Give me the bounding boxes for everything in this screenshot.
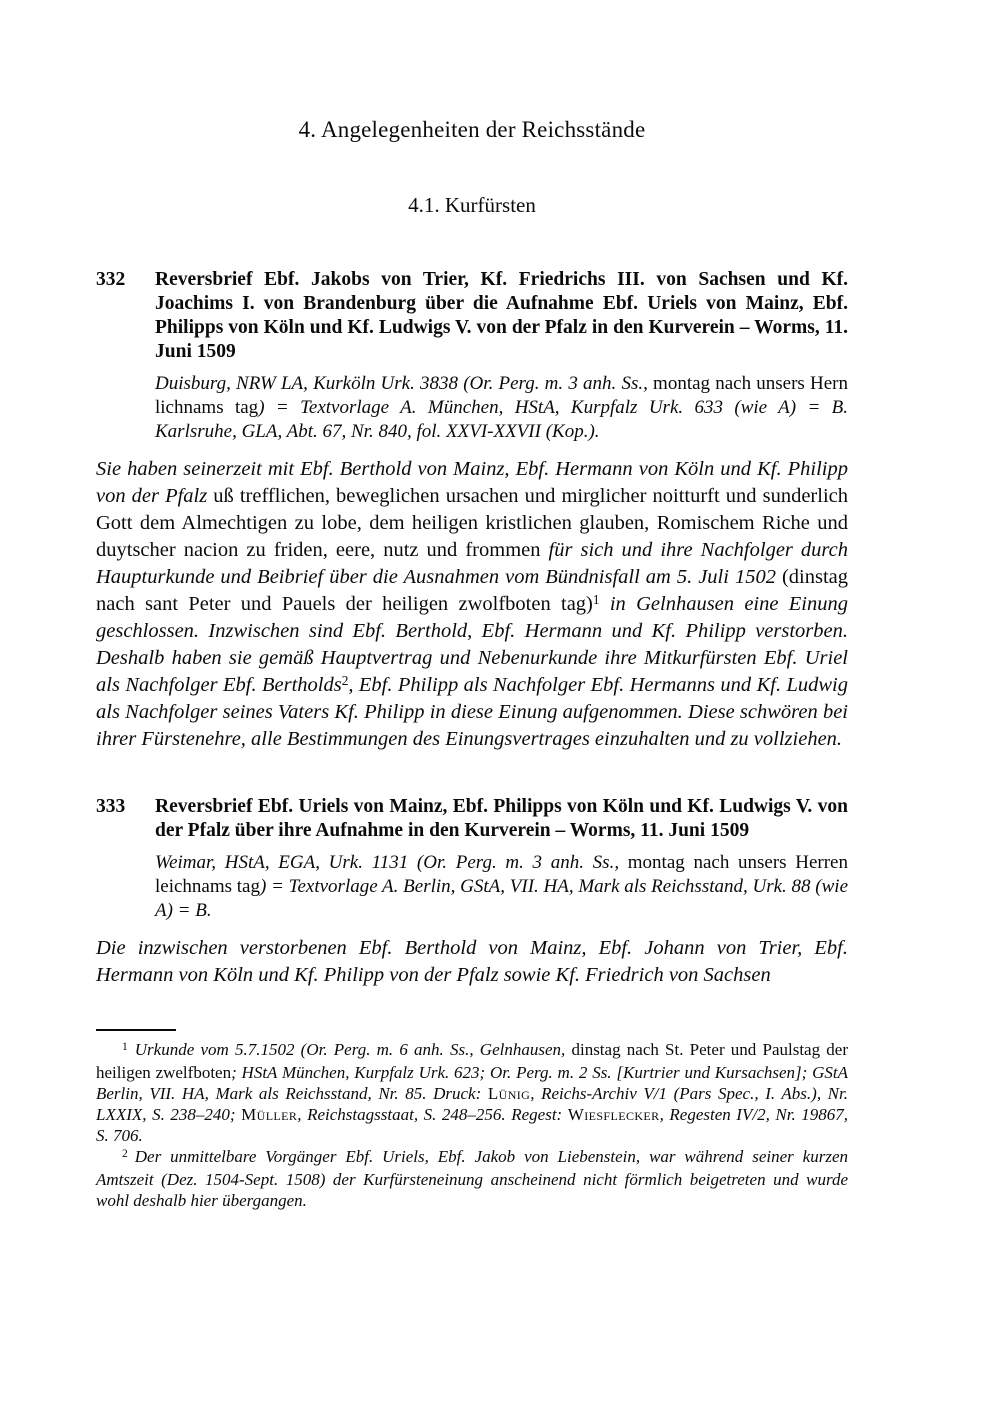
entry-title: Reversbrief Ebf. Uriels von Mainz, Ebf. Philipps von Köln und Kf. Ludwigs V. von der Pfalz über ihre Aufnahme in den Kurverein – Worms, 11. Juni 1509 [155, 796, 848, 841]
entry-summary: Sie haben seinerzeit mit Ebf. Berthold von Mainz, Ebf. Hermann von Köln und Kf. Philipp von der Pfalz uß trefflichen, beweglichen ursachen und mirglicher noitturft und sunderlich Gott dem Almechtigen zu lobe, dem heiligen kristlichen glauben, Romischem Riche und duytscher nacion zu friden, eere, nutz und frommen für sich und ihre Nachfolger durch Haupturkunde und Beibrief über die Ausnahmen vom Bündnisfall am 5. Juli 1502 (dinstag nach sant Peter und Pauels der heiligen zwolfboten tag)$^1$ in Gelnhausen eine Einung geschlossen. Inzwischen sind Ebf. Berthold, Ebf. Hermann und Kf. Philipp verstorben. Deshalb haben sie gemäß Hauptvertrag und Nebenurkunde ihre Mitkurfürsten Ebf. Uriel als Nachfolger Ebf. Bertholds$^2$, Ebf. Philipp als Nachfolger Ebf. Hermanns und Kf. Ludwig als Nachfolger seines Vaters Kf. Philipp in diese Einung aufgenommen. Diese schwören bei ihrer Fürstenehre, alle Bestimmungen des Einungsvertrages einzuhalten und zu vollziehen. [96, 458, 848, 750]
entry-title: Reversbrief Ebf. Jakobs von Trier, Kf. Friedrichs III. von Sachsen und Kf. Joachims I. von Brandenburg über die Aufnahme Ebf. Uriels von Mainz, Ebf. Philipps von Köln und Kf. Ludwigs V. von der Pfalz in den Kurverein – Worms, 11. Juni 1509 [155, 269, 848, 362]
footnote-separator-rule [96, 1029, 176, 1031]
entry-333-head [96, 795, 848, 843]
section-heading: 4. Angelegenheiten der Reichsstände [298, 117, 646, 142]
footnote-1-marker: 1 [122, 1039, 128, 1053]
footnote-1 [96, 1039, 848, 1146]
footnote-2-text: Der unmittelbare Vorgänger Ebf. Uriels, Ebf. Jakob von Liebenstein, war während seiner kurzen Amtszeit (Dez. 1504-Sept. 1508) der Kurfürsteneinung anscheinend nicht förmlich beigetreten und wurde wohl deshalb hier übergangen. [96, 1147, 848, 1210]
entry-number: 333 [96, 796, 126, 817]
entry-332 [96, 268, 848, 753]
footnote-2-marker: 2 [122, 1146, 128, 1160]
entry-332-head [96, 268, 848, 364]
entry-source-reference: Weimar, HStA, EGA, Urk. 1131 (Or. Perg. m. 3 anh. Ss., montag nach unsers Herren leichnams tag) = Textvorlage A. Berlin, GStA, VII. HA, Mark als Reichsstand, Urk. 88 (wie A) = B. [155, 852, 849, 921]
entry-333 [96, 795, 848, 989]
entry-source-reference: Duisburg, NRW LA, Kurköln Urk. 3838 (Or. Perg. m. 3 anh. Ss., montag nach unsers Hern lichnams tag) = Textvorlage A. München, HStA, Kurpfalz Urk. 633 (wie A) = B. Karlsruhe, GLA, Abt. 67, Nr. 840, fol. XXVI-XXVII (Kop.). [155, 373, 848, 442]
footnotes-section [96, 1029, 848, 1211]
footnote-2 [96, 1146, 848, 1211]
subsection-heading: 4.1. Kurfürsten [408, 193, 536, 217]
entry-number: 332 [96, 269, 126, 290]
text-block [96, 0, 848, 1211]
entry-summary: Die inzwischen verstorbenen Ebf. Berthold von Mainz, Ebf. Johann von Trier, Ebf. Hermann von Köln und Kf. Philipp von der Pfalz sowie Kf. Friedrich von Sachsen [96, 937, 848, 986]
footnote-1-text: Urkunde vom 5.7.1502 (Or. Perg. m. 6 anh. Ss., Gelnhausen, dinstag nach St. Peter und Paulstag der heiligen zwelfboten; HStA München, Kurpfalz Urk. 623; Or. Perg. m. 2 Ss. [Kurtrier und Kursachsen]; GStA Berlin, VII. HA, Mark als Reichsstand, Nr. 85. Druck: Lünig, Reichs-Archiv V/1 (Pars Spec., I. Abs.), Nr. LXXIX, S. 238–240; Müller, Reichstagsstaat, S. 248–256. Regest: Wiesflecker, Regesten IV/2, Nr. 19867, S. 706. [96, 1040, 849, 1145]
